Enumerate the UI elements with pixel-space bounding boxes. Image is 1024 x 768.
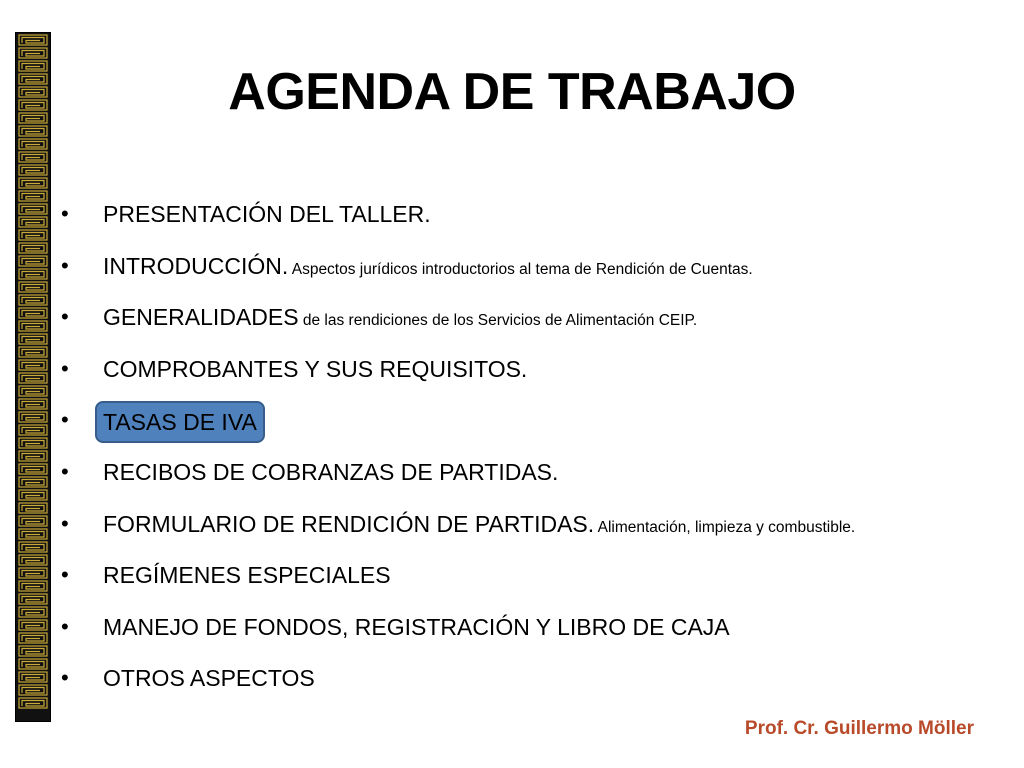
greek-key-tile xyxy=(19,568,47,578)
greek-key-tile xyxy=(19,308,47,318)
greek-key-tile xyxy=(19,503,47,513)
greek-key-tile xyxy=(19,555,47,565)
greek-key-tile xyxy=(19,607,47,617)
agenda-item-text xyxy=(103,554,391,600)
agenda-item-highlighted xyxy=(58,399,998,451)
greek-key-tile xyxy=(19,230,47,240)
agenda-item-main: INTRODUCCIÓN. xyxy=(103,252,289,279)
greek-key-tile xyxy=(19,529,47,539)
greek-key-tile xyxy=(19,698,47,708)
greek-key-tile xyxy=(19,542,47,552)
greek-key-tile xyxy=(19,451,47,461)
greek-key-tile xyxy=(19,204,47,214)
bullet-icon: • xyxy=(61,252,69,278)
greek-key-tile xyxy=(19,152,47,162)
slide-title: AGENDA DE TRABAJO xyxy=(228,63,796,121)
greek-key-tile xyxy=(19,321,47,331)
agenda-item-main: REGÍMENES ESPECIALES xyxy=(103,562,391,589)
bullet-icon: • xyxy=(61,458,69,484)
agenda-item-main: FORMULARIO DE RENDICIÓN DE PARTIDAS. xyxy=(103,510,595,537)
greek-key-tile xyxy=(19,295,47,305)
agenda-item-text xyxy=(103,296,697,342)
greek-key-tile xyxy=(19,217,47,227)
agenda-item-text xyxy=(103,657,315,703)
greek-key-tile xyxy=(19,256,47,266)
bullet-icon: • xyxy=(61,613,69,639)
greek-key-pattern xyxy=(16,33,50,721)
greek-key-tile xyxy=(19,685,47,695)
greek-key-tile xyxy=(19,581,47,591)
bullet-icon: • xyxy=(61,510,69,536)
bullet-icon: • xyxy=(61,407,69,433)
agenda-item xyxy=(58,554,998,606)
agenda-item-text xyxy=(103,245,753,291)
greek-key-tile xyxy=(19,282,47,292)
greek-key-tile xyxy=(19,386,47,396)
agenda-item-main: COMPROBANTES Y SUS REQUISITOS. xyxy=(103,355,528,382)
greek-key-tile xyxy=(19,334,47,344)
greek-key-tile xyxy=(19,425,47,435)
greek-key-tile xyxy=(19,477,47,487)
agenda-item-text xyxy=(103,451,558,497)
agenda-item xyxy=(58,503,998,555)
greek-key-tile xyxy=(19,646,47,656)
greek-key-tile xyxy=(19,48,47,58)
greek-key-tile xyxy=(19,490,47,500)
author-signature: Prof. Cr. Guillermo Möller xyxy=(744,718,974,739)
greek-key-tile xyxy=(19,139,47,149)
agenda-item-main: MANEJO DE FONDOS, REGISTRACIÓN Y LIBRO DE CAJA xyxy=(103,613,730,640)
greek-key-tile xyxy=(19,412,47,422)
agenda-item-main: RECIBOS DE COBRANZAS DE PARTIDAS. xyxy=(103,458,559,485)
greek-key-tile xyxy=(19,126,47,136)
agenda-item-main: TASAS DE IVA xyxy=(103,409,257,436)
greek-key-tile xyxy=(19,269,47,279)
bullet-icon: • xyxy=(61,355,69,381)
bullet-icon: • xyxy=(61,665,69,691)
agenda-item-main: GENERALIDADES xyxy=(103,304,299,331)
greek-key-tile xyxy=(19,165,47,175)
agenda-item xyxy=(58,606,998,658)
greek-key-tile xyxy=(19,347,47,357)
greek-key-tile xyxy=(19,360,47,370)
greek-key-tile xyxy=(19,243,47,253)
agenda-item xyxy=(58,657,998,709)
agenda-item-sub: Aspectos jurídicos introductorios al tema de Rendición de Cuentas. xyxy=(288,260,753,278)
greek-key-tile xyxy=(19,399,47,409)
greek-key-tile xyxy=(19,178,47,188)
agenda-item-text xyxy=(103,503,855,549)
greek-key-tile xyxy=(19,659,47,669)
agenda-list xyxy=(58,193,998,709)
highlighted-agenda-item xyxy=(95,401,265,443)
greek-key-tile xyxy=(19,633,47,643)
agenda-item xyxy=(58,296,998,348)
greek-key-tile xyxy=(19,35,47,45)
greek-key-tile xyxy=(19,438,47,448)
greek-key-tile xyxy=(19,672,47,682)
greek-key-tile xyxy=(19,373,47,383)
bullet-icon: • xyxy=(61,201,69,226)
agenda-item xyxy=(58,451,998,503)
agenda-item-sub: de las rendiciones de los Servicios de Alimentación CEIP. xyxy=(298,312,698,330)
agenda-item-main: OTROS ASPECTOS xyxy=(103,665,315,692)
greek-key-tile xyxy=(19,516,47,526)
greek-key-tile xyxy=(19,464,47,474)
agenda-item-text xyxy=(103,348,527,394)
greek-key-tile xyxy=(19,620,47,630)
agenda-item-text xyxy=(103,606,730,652)
agenda-item-main: PRESENTACIÓN DEL TALLER. xyxy=(103,201,431,227)
greek-key-border-decoration xyxy=(15,32,51,722)
agenda-item-sub: Alimentación, limpieza y combustible. xyxy=(594,518,856,536)
greek-key-tile xyxy=(19,594,47,604)
bullet-icon: • xyxy=(61,304,69,330)
agenda-item xyxy=(58,245,998,297)
agenda-item-text xyxy=(103,193,431,239)
agenda-item xyxy=(58,348,998,400)
bullet-icon: • xyxy=(61,562,69,588)
agenda-item xyxy=(58,193,998,245)
greek-key-tile xyxy=(19,191,47,201)
